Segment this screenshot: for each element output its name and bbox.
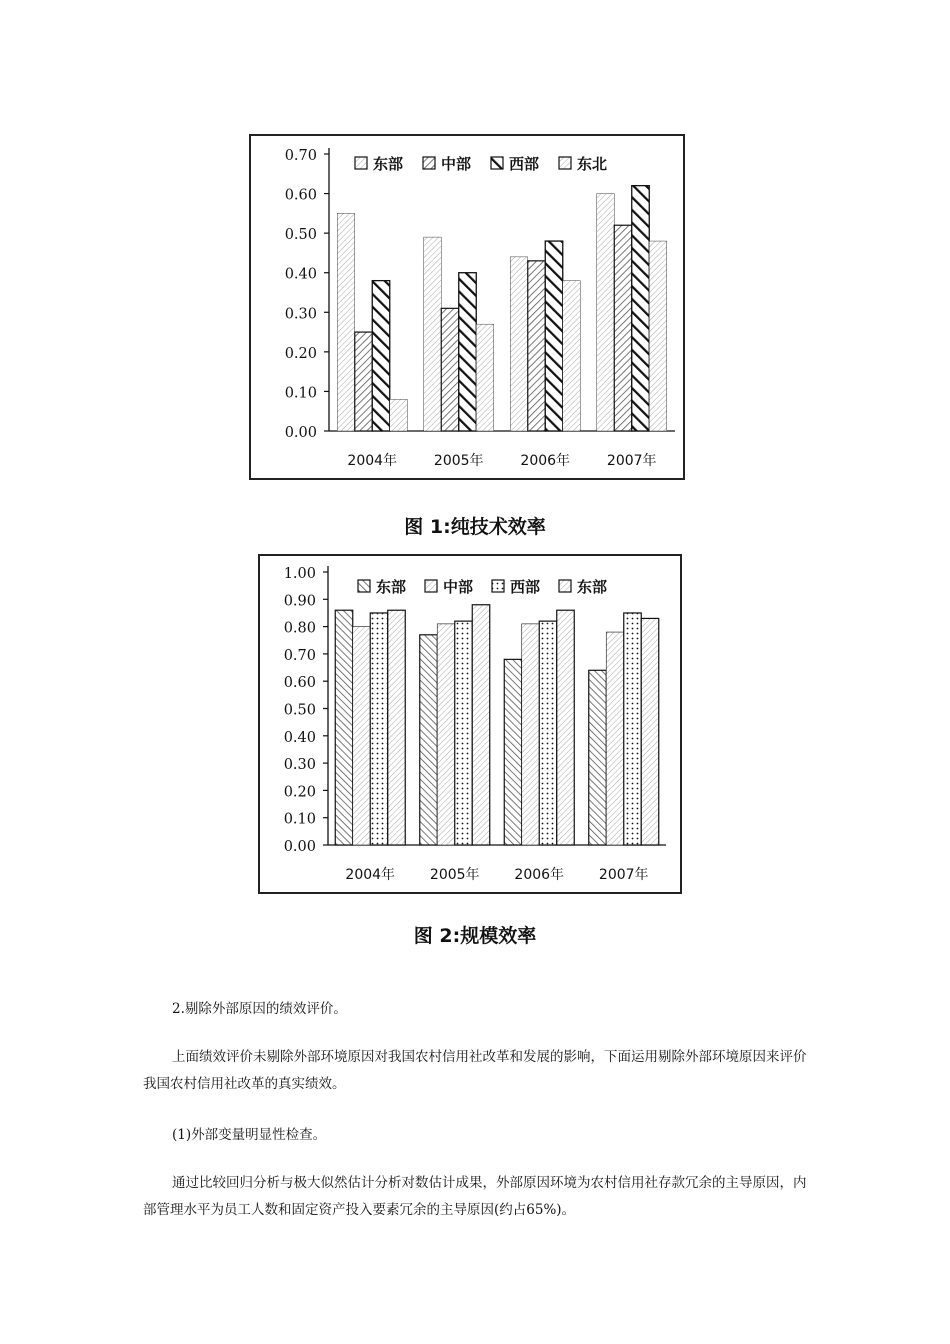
y-tick-label: 0.90 bbox=[283, 593, 316, 610]
bar bbox=[355, 332, 373, 431]
section-heading: 2.剔除外部原因的绩效评价。 bbox=[172, 1001, 347, 1017]
legend-swatch bbox=[559, 157, 571, 169]
legend-label: 东部 bbox=[577, 578, 608, 596]
bar bbox=[353, 627, 371, 845]
chart-2-plot bbox=[260, 556, 680, 892]
legend-label: 中部 bbox=[441, 155, 472, 173]
y-tick-label: 0.40 bbox=[283, 729, 316, 746]
x-tick-label: 2004年 bbox=[347, 453, 398, 469]
legend-swatch bbox=[355, 157, 367, 169]
bar bbox=[589, 670, 607, 845]
x-tick-label: 2006年 bbox=[514, 867, 565, 883]
bar bbox=[335, 610, 353, 845]
bar bbox=[528, 261, 546, 431]
legend-swatch bbox=[358, 580, 370, 592]
y-tick-label: 0.30 bbox=[283, 757, 316, 774]
chart-scale-efficiency bbox=[258, 554, 682, 894]
bar bbox=[476, 324, 494, 431]
bar bbox=[510, 257, 528, 431]
y-tick-label: 0.30 bbox=[284, 306, 317, 323]
bar bbox=[641, 618, 659, 845]
y-tick-label: 0.70 bbox=[284, 148, 317, 164]
chart-1-caption: 图 1:纯技术效率 bbox=[404, 516, 546, 538]
bar bbox=[539, 621, 557, 845]
y-tick-label: 0.10 bbox=[284, 385, 317, 402]
legend-label: 中部 bbox=[443, 578, 474, 596]
bar bbox=[390, 399, 408, 431]
y-tick-label: 1.00 bbox=[283, 566, 316, 582]
legend-swatch bbox=[492, 580, 504, 592]
y-tick-label: 0.60 bbox=[283, 675, 316, 692]
x-tick-label: 2004年 bbox=[345, 867, 396, 883]
bar bbox=[557, 610, 575, 845]
bar bbox=[632, 186, 650, 431]
chart-2-caption: 图 2:规模效率 bbox=[413, 925, 537, 947]
legend-swatch bbox=[491, 157, 503, 169]
x-tick-label: 2007年 bbox=[606, 453, 657, 469]
y-tick-label: 0.10 bbox=[283, 811, 316, 828]
bar bbox=[606, 632, 624, 845]
y-tick-label: 0.00 bbox=[284, 425, 317, 441]
bar bbox=[455, 621, 473, 845]
bar bbox=[624, 613, 642, 845]
x-tick-label: 2005年 bbox=[433, 453, 484, 469]
bar bbox=[370, 613, 388, 845]
bar bbox=[563, 281, 581, 431]
y-tick-label: 0.40 bbox=[284, 266, 317, 283]
bar bbox=[597, 194, 615, 431]
chart-1-plot bbox=[251, 136, 683, 478]
bar bbox=[614, 225, 632, 431]
bar bbox=[420, 635, 438, 845]
bar bbox=[437, 624, 455, 845]
y-tick-label: 0.20 bbox=[283, 784, 316, 801]
y-tick-label: 0.50 bbox=[283, 702, 316, 719]
legend-label: 东部 bbox=[373, 155, 404, 173]
bar bbox=[504, 659, 522, 845]
legend-label: 西部 bbox=[509, 155, 540, 173]
bar bbox=[372, 281, 390, 431]
y-tick-label: 0.50 bbox=[284, 227, 317, 244]
y-tick-label: 0.20 bbox=[284, 345, 317, 362]
bar bbox=[545, 241, 563, 431]
y-tick-label: 0.80 bbox=[283, 620, 316, 637]
x-tick-label: 2005年 bbox=[429, 867, 480, 883]
paragraph-2: 通过比较回归分析与极大似然估计分析对数估计成果，外部原因环境为农村信用社存款冗余的主导原因，内部管理水平为员工人数和固定资产投入要素冗余的主导原因(约占65%)。 bbox=[143, 1175, 807, 1218]
bar bbox=[337, 213, 355, 431]
paragraph-1: 上面绩效评价未剔除外部环境原因对我国农村信用社改革和发展的影响，下面运用剔除外部环境原因来评价我国农村信用社改革的真实绩效。 bbox=[143, 1049, 807, 1092]
bar bbox=[649, 241, 667, 431]
legend-label: 东部 bbox=[376, 578, 407, 596]
bar bbox=[522, 624, 540, 845]
bar bbox=[388, 610, 406, 845]
y-tick-label: 0.00 bbox=[283, 839, 316, 855]
y-tick-label: 0.70 bbox=[283, 647, 316, 664]
y-tick-label: 0.60 bbox=[284, 187, 317, 204]
sub-heading: (1)外部变量明显性检查。 bbox=[172, 1127, 327, 1143]
x-tick-label: 2007年 bbox=[598, 867, 649, 883]
legend-label: 西部 bbox=[510, 578, 541, 596]
bar bbox=[441, 308, 459, 431]
legend-swatch bbox=[423, 157, 435, 169]
legend-label: 东北 bbox=[577, 155, 608, 173]
bar bbox=[459, 273, 477, 431]
chart-pure-technical-efficiency bbox=[249, 134, 685, 480]
bar bbox=[472, 605, 490, 845]
x-tick-label: 2006年 bbox=[520, 453, 571, 469]
legend-swatch bbox=[559, 580, 571, 592]
bar bbox=[424, 237, 442, 431]
legend-swatch bbox=[425, 580, 437, 592]
